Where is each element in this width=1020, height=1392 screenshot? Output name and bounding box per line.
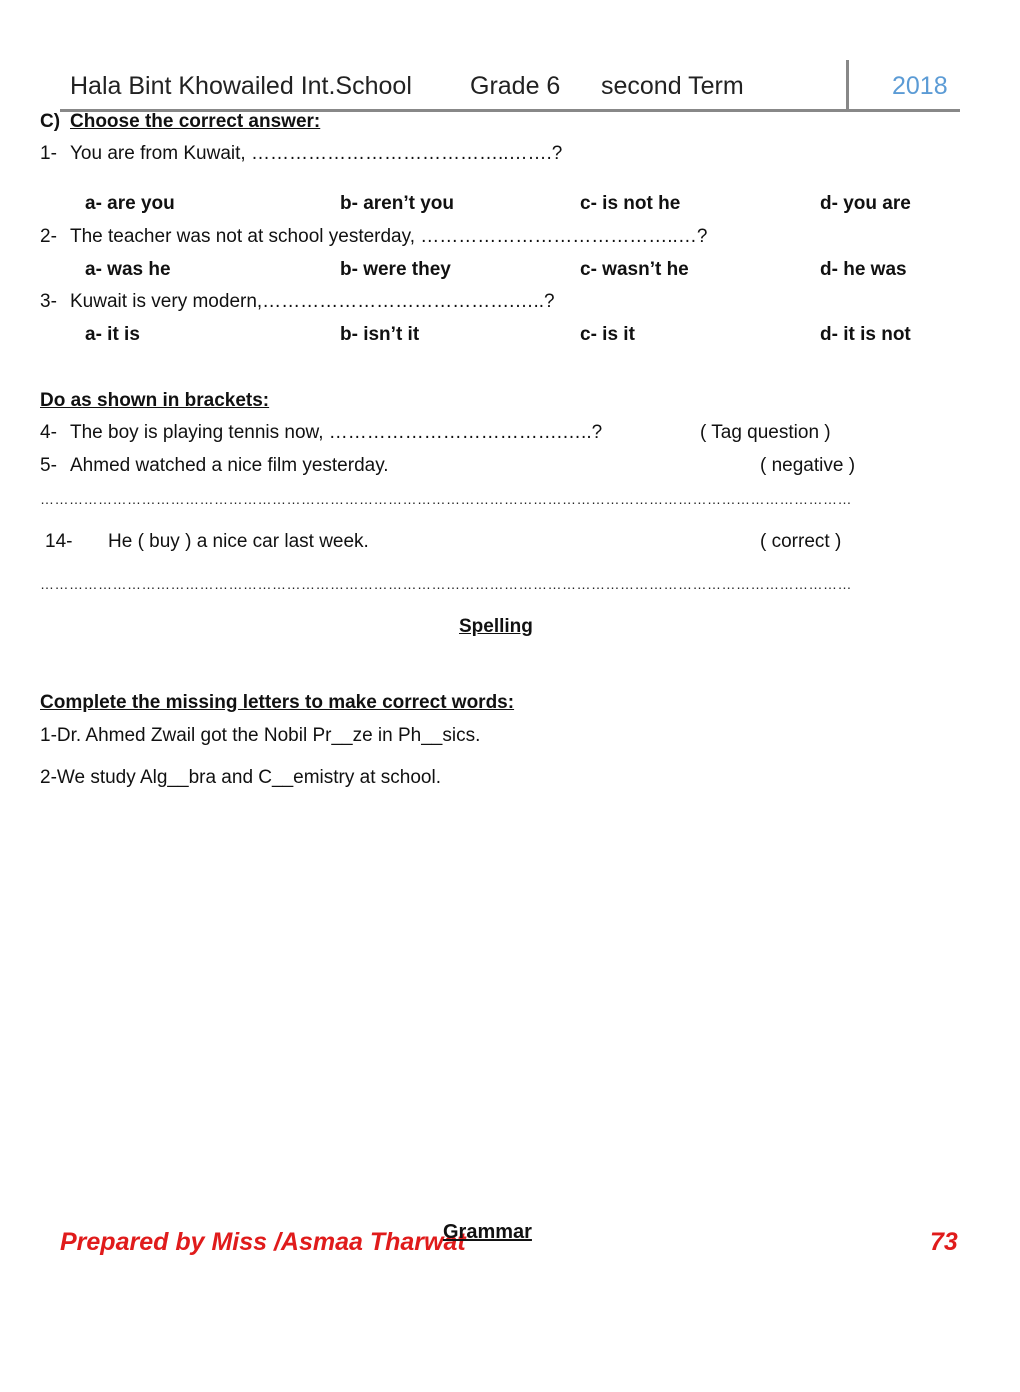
question-text: He ( buy ) a nice car last week. xyxy=(108,531,369,552)
prepared-by: Prepared by Miss /Asmaa Tharwat xyxy=(60,1228,466,1256)
header-divider xyxy=(846,60,849,110)
section-c-label: C) xyxy=(40,111,61,132)
spelling-item: 1-Dr. Ahmed Zwail got the Nobil Pr__ze in Ph__sics. xyxy=(40,725,481,746)
bracket-hint: ( Tag question ) xyxy=(700,422,831,443)
option-c: c- is not he xyxy=(580,193,681,214)
option-b: b- were they xyxy=(340,259,451,280)
option-a: a- it is xyxy=(85,324,140,345)
grammar-overlay: Grammar xyxy=(443,1221,532,1243)
question-number: 4- xyxy=(40,422,57,443)
option-a: a- are you xyxy=(85,193,175,214)
bracket-hint: ( correct ) xyxy=(760,531,842,552)
term-label: second Term xyxy=(601,72,744,100)
option-d: d- he was xyxy=(820,259,907,280)
spelling-title: Complete the missing letters to make correct words: xyxy=(40,692,515,713)
question-text: Ahmed watched a nice film yesterday. xyxy=(70,455,389,476)
question-number: 1- xyxy=(40,143,57,164)
page-number: 73 xyxy=(930,1228,958,1256)
option-d: d- it is not xyxy=(820,324,911,345)
option-c: c- is it xyxy=(580,324,635,345)
brackets-title: Do as shown in brackets: xyxy=(40,390,270,411)
option-a: a- was he xyxy=(85,259,171,280)
bracket-hint: ( negative ) xyxy=(760,455,856,476)
grade-label: Grade 6 xyxy=(470,72,561,100)
question-number: 14- xyxy=(45,531,73,552)
question-number: 2- xyxy=(40,226,57,247)
answer-line: …………………………………………………………………………………………………………………………………………………… xyxy=(40,576,852,592)
option-d: d- you are xyxy=(820,193,911,214)
question-number: 5- xyxy=(40,455,57,476)
year-label: 2018 xyxy=(892,72,948,100)
option-b: b- aren’t you xyxy=(340,193,455,214)
question-text: Kuwait is very modern,………………………………….…..? xyxy=(70,291,555,312)
spelling-item: 2-We study Alg__bra and C__emistry at school. xyxy=(40,767,441,788)
answer-line: …………………………………………………………………………………………………………………………………………………… xyxy=(40,491,852,507)
question-text: The boy is playing tennis now, ……………………………….…..? xyxy=(70,422,603,443)
question-text: The teacher was not at school yesterday, …………………………………..…? xyxy=(70,226,708,247)
spelling-heading: Spelling xyxy=(459,616,533,637)
question-number: 3- xyxy=(40,291,57,312)
option-b: b- isn’t it xyxy=(340,324,420,345)
question-text: You are from Kuwait, …………………………………..…….? xyxy=(70,143,563,164)
option-c: c- wasn’t he xyxy=(580,259,689,280)
school-name: Hala Bint Khowailed Int.School xyxy=(70,72,412,100)
section-c-title: Choose the correct answer: xyxy=(70,111,321,132)
